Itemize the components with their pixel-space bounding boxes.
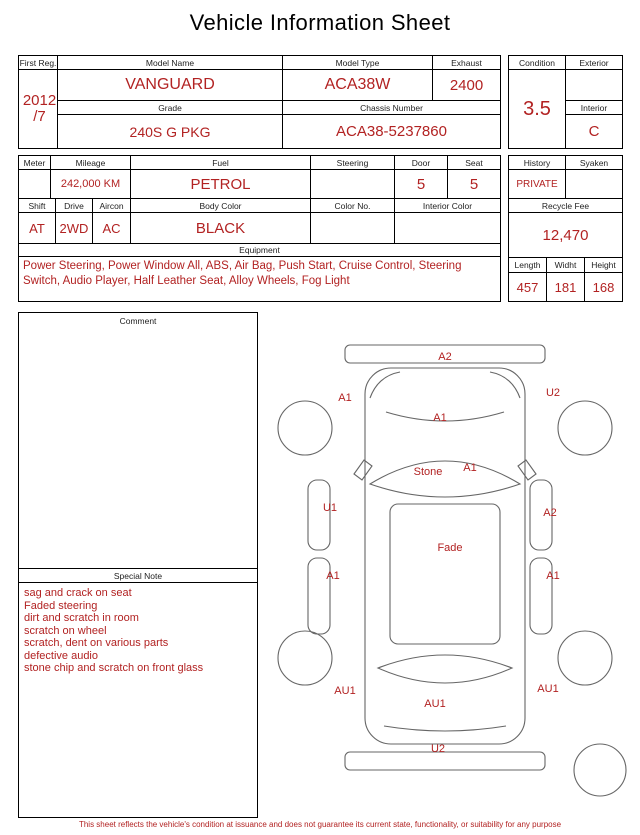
steering-value [311, 170, 395, 199]
seat-label: Seat [448, 156, 501, 170]
page-title: Vehicle Information Sheet [189, 10, 451, 35]
chassis-number-value: ACA38-5237860 [283, 115, 501, 149]
fuel-label: Fuel [131, 156, 311, 170]
body-color-label: Body Color [131, 199, 311, 213]
steering-label: Steering [311, 156, 395, 170]
shift-value: AT [19, 213, 56, 244]
damage-label: AU1 [424, 698, 446, 710]
exterior-label: Exterior [566, 56, 623, 70]
body-color-value: BLACK [131, 213, 311, 244]
spare-wheel-circle [574, 744, 626, 796]
color-no-label: Color No. [311, 199, 395, 213]
first-reg-value [19, 70, 58, 149]
model-name-value: VANGUARD [58, 70, 283, 101]
car-body-outline [365, 368, 525, 744]
wheel-front-left [278, 401, 332, 455]
drive-label: Drive [56, 199, 93, 213]
fuel-value: PETROL [131, 170, 311, 199]
cabin-roof [390, 504, 500, 644]
usage-table [18, 155, 501, 199]
side-panel-left-front [308, 480, 330, 550]
special-note-line: sag and crack on seat [24, 587, 132, 599]
recycle-fee-label: Recycle Fee [509, 199, 623, 213]
height-value: 168 [585, 273, 623, 302]
windshield [370, 461, 520, 497]
chassis-number-label: Chassis Number [283, 101, 501, 115]
exhaust-value: 2400 [433, 70, 501, 101]
damage-label: A1 [433, 412, 447, 424]
special-note-list [19, 583, 257, 817]
damage-label: A1 [546, 570, 560, 582]
special-note-line: stone chip and scratch on front glass [24, 662, 204, 674]
interior-value: C [566, 115, 623, 149]
length-label: Length [509, 258, 547, 273]
damage-label: AU1 [537, 683, 559, 695]
special-note-line: defective audio [24, 649, 98, 662]
first-reg-month: /7 [33, 108, 46, 125]
damage-label: A2 [438, 351, 452, 363]
interior-color-value [395, 213, 501, 244]
length-value: 457 [509, 273, 547, 302]
condition-value: 3.5 [509, 70, 566, 149]
shift-label: Shift [19, 199, 56, 213]
drive-value: 2WD [56, 213, 93, 244]
grade-label: Grade [58, 101, 283, 115]
history-value: PRIVATE [509, 170, 566, 199]
special-note-line: dirt and scratch in room [24, 612, 139, 624]
history-label: History [509, 156, 566, 170]
damage-label: U2 [545, 387, 561, 399]
exterior-value [566, 70, 623, 101]
special-note-line: scratch on wheel [24, 624, 107, 637]
drivetrain-table [18, 198, 501, 244]
special-note-line: Faded steering [24, 599, 98, 612]
damage-label: A1 [463, 462, 477, 474]
damage-label: A1 [326, 570, 340, 582]
width-label: Widht [547, 258, 585, 273]
grade-value: 240S G PKG [58, 115, 283, 149]
mirror-left [354, 460, 372, 480]
width-value: 181 [547, 273, 585, 302]
comment-panel [18, 312, 258, 818]
mileage-value: 242,000 KM [51, 170, 131, 199]
disclaimer-text: This sheet reflects the vehicle's condition at issuance and does not guarantee its current state, functionality, or suitability for any purpose [78, 820, 562, 829]
first-reg-label: First Reg. [19, 56, 58, 70]
mileage-label: Mileage [51, 156, 131, 170]
damage-label: U2 [430, 743, 446, 755]
trunk-line [384, 726, 506, 731]
headlight-left [370, 372, 400, 398]
seat-value: 5 [448, 170, 501, 199]
condition-table [508, 55, 623, 149]
interior-label: Interior [566, 101, 623, 115]
comment-label: Comment [119, 315, 157, 326]
damage-label: Fade [437, 542, 463, 554]
height-label: Height [585, 258, 623, 273]
special-note-line: scratch, dent on various parts [24, 637, 169, 649]
history-fee-dimensions-table [508, 155, 623, 302]
damage-label: A1 [338, 392, 352, 404]
door-label: Door [395, 156, 448, 170]
aircon-value: AC [93, 213, 131, 244]
comment-area [19, 328, 257, 568]
equipment-table [18, 243, 501, 302]
headlight-right [490, 372, 520, 398]
aircon-label: Aircon [93, 199, 131, 213]
wheel-front-right [558, 401, 612, 455]
model-name-label: Model Name [58, 56, 283, 70]
damage-label: A2 [543, 507, 557, 519]
recycle-fee-value: 12,470 [509, 213, 623, 258]
color-no-value [311, 213, 395, 244]
special-note-label: Special Note [19, 568, 257, 583]
damage-label: AU1 [334, 685, 356, 697]
wheel-rear-right [558, 631, 612, 685]
meter-value [19, 170, 51, 199]
damage-label: Stone [413, 466, 443, 478]
vehicle-identity-table [18, 55, 501, 149]
exhaust-label: Exhaust [433, 56, 501, 70]
door-value: 5 [395, 170, 448, 199]
first-reg-year: 2012 [22, 92, 57, 109]
interior-color-label: Interior Color [395, 199, 501, 213]
equipment-label: Equipment [19, 244, 501, 257]
model-type-label: Model Type [283, 56, 433, 70]
syaken-value [566, 170, 623, 199]
equipment-value: Power Steering, Power Window All, ABS, Air Bag, Push Start, Cruise Control, Steering Switch, Audio Player, Half Leather Seat, Alloy Wheels, Fog Light [19, 257, 501, 302]
wheel-rear-left [278, 631, 332, 685]
car-damage-diagram [266, 312, 630, 812]
meter-label: Meter [19, 156, 51, 170]
condition-label: Condition [509, 56, 566, 70]
syaken-label: Syaken [566, 156, 623, 170]
model-type-value: ACA38W [283, 70, 433, 101]
damage-label: U1 [322, 502, 338, 514]
mirror-right [518, 460, 536, 480]
rear-window [378, 655, 512, 683]
